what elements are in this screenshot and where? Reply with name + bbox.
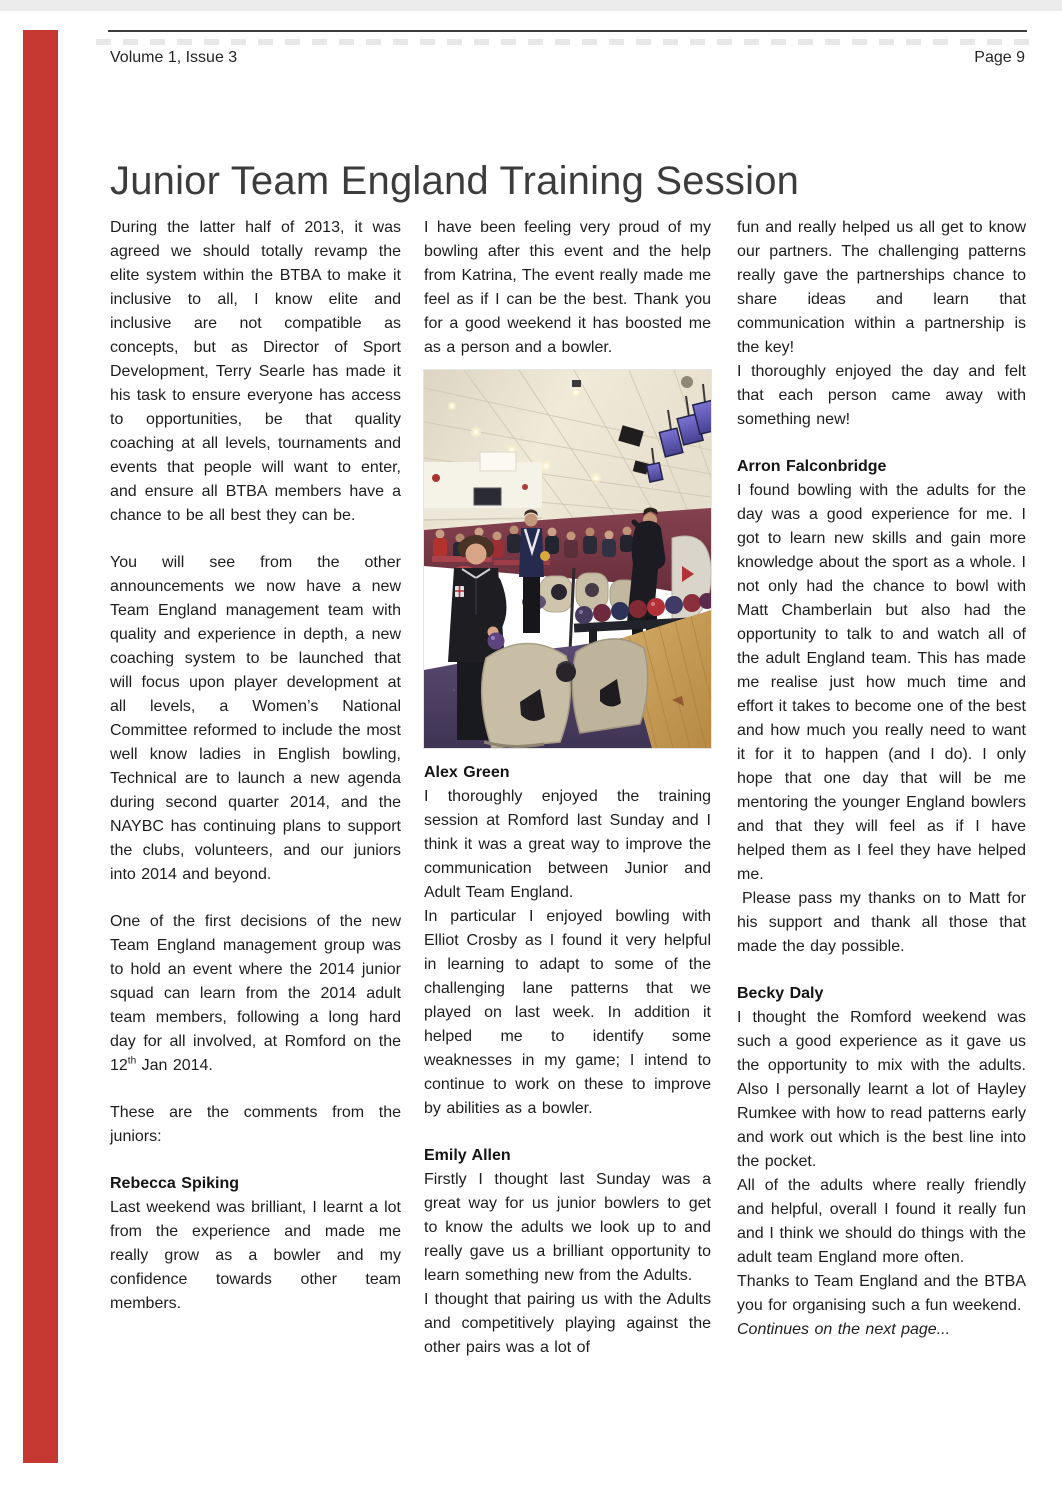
paragraph-rebecca-continued: I have been feeling very proud of my bowling after this event and the help from Katrina, The event really made me feel as if I can be the best. Thank you for a good weekend it has boosted me as a person and a bowler. [424, 219, 711, 356]
paragraph-alex-1: I thoroughly enjoyed the training session at Romford last Sunday and I think it was a great way to improve the communication between Junior and Adult Team England. [424, 788, 711, 901]
ceiling-fixture [681, 376, 693, 388]
header-dotted-line [96, 39, 1041, 45]
paragraph-first-decisions-text: One of the first decisions of the new Team England management group was to hold an event where the 2014 junior squad can learn from the 2014 adult team members, following a long hard day for all involved, at Romford on the 12 [110, 913, 401, 1074]
header-rule [108, 30, 1027, 32]
left-accent-bar [23, 30, 58, 1463]
column-1 [110, 216, 401, 1316]
paragraph-emily-2: I thought that pairing us with the Adults and competitively playing against the other pairs was a lot of [424, 1291, 711, 1356]
ordinal-superscript: th [127, 1055, 137, 1067]
column-3 [737, 216, 1026, 1342]
paragraph-alex-2: In particular I enjoyed bowling with Elliot Crosby as I found it very helpful in learning to adapt to some of the challenging lane patterns that we played on last week. In addition it helped me to identify some weaknesses in my game; I intend to continue to work on these to improve by abilities as a bowler. [424, 908, 711, 1117]
training-session-photo [424, 370, 711, 748]
scan-top-edge [0, 0, 1062, 11]
continues-note: Continues on the next page... [737, 1321, 951, 1338]
section-heading-arron-falconbridge: Arron Falconbridge [737, 458, 887, 475]
section-heading-emily-allen: Emily Allen [424, 1147, 511, 1164]
balcony-wall [424, 452, 542, 521]
issue-label: Volume 1, Issue 3 [110, 49, 238, 66]
paragraph-first-decisions-tail: Jan 2014. [136, 1057, 213, 1074]
paragraph-announcements: You will see from the other announcements we now have a new Team England management team with quality and experience in depth, a new coaching system to be launched that will focus upon player development at all levels, a Women’s National Committee reformed to include the most well know ladies in English bowling, Technical are to launch a new agenda during second quarter 2014, and the NAYBC has continuing plans to support the clubs, volunteers, and our juniors into 2014 and beyond. [110, 554, 401, 883]
page-number: Page 9 [974, 49, 1025, 66]
paragraph-arron-1: I found bowling with the adults for the day was a good experience for me. I got to learn new skills and gain more knowledge about the sport as a whole. I not only had the chance to bowl with Matt Chamberlain but also had the opportunity to talk to and watch all of the adult England team. This has made me realise just how much time and effort it takes to become one of the best and how much you really need to want it for it to happen (and I do). I only hope that one day that will be me mentoring the younger England bowlers and that they will feel as if I have helped them as I feel they have helped me. [737, 482, 1026, 883]
paragraph-becky-1: I thought the Romford weekend was such a good experience as it gave us the opportunity to mix with the adults. Also I personally learnt a lot of Hayley Rumkee with how to read patterns early and work out which is the best line into the pocket. [737, 1009, 1026, 1170]
paragraph-emily-closing: I thoroughly enjoyed the day and felt that each person came away with something new! [737, 363, 1026, 428]
paragraph-becky-3: Thanks to Team England and the BTBA you for organising such a fun weekend. [737, 1273, 1026, 1314]
section-heading-rebecca-spiking: Rebecca Spiking [110, 1175, 240, 1192]
paragraph-first-decisions [110, 910, 401, 1078]
paragraph-intro: During the latter half of 2013, it was agreed we should totally revamp the elite system within the BTBA to make it inclusive to all, I know elite and inclusive are not compatible as concepts, but as Director of Sport Development, Terry Searle has made it his task to ensure everyone has access to opportunities, be that quality coaching at all levels, tournaments and events that people will want to enter, and ensure all BTBA members have a chance to be all best they can be. [110, 219, 401, 524]
section-heading-alex-green: Alex Green [424, 764, 510, 781]
paragraph-comments-lead: These are the comments from the juniors: [110, 1104, 401, 1145]
article-title: Junior Team England Training Session [110, 158, 800, 203]
paragraph-emily-continued: fun and really helped us all get to know our partners. The challenging patterns really gave the partnerships chance to share ideas and learn that communication within a partnership is the key! [737, 219, 1026, 356]
column-2 [424, 216, 711, 1360]
paragraph-arron-2: Please pass my thanks on to Matt for his support and thank all those that made the day possible. [737, 890, 1026, 955]
paragraph-rebecca: Last weekend was brilliant, I learnt a lot from the experience and made me really grow as a bowler and my confidence towards other team members. [110, 1199, 401, 1312]
section-heading-becky-daly: Becky Daly [737, 985, 824, 1002]
paragraph-becky-2: All of the adults where really friendly and helpful, overall I found it really fun and I think we should do things with the adult team England more often. [737, 1177, 1026, 1266]
paragraph-emily-1: Firstly I thought last Sunday was a great way for us junior bowlers to get to know the adults we look up to and really gave us a brilliant opportunity to learn something new from the Adults. [424, 1171, 711, 1284]
